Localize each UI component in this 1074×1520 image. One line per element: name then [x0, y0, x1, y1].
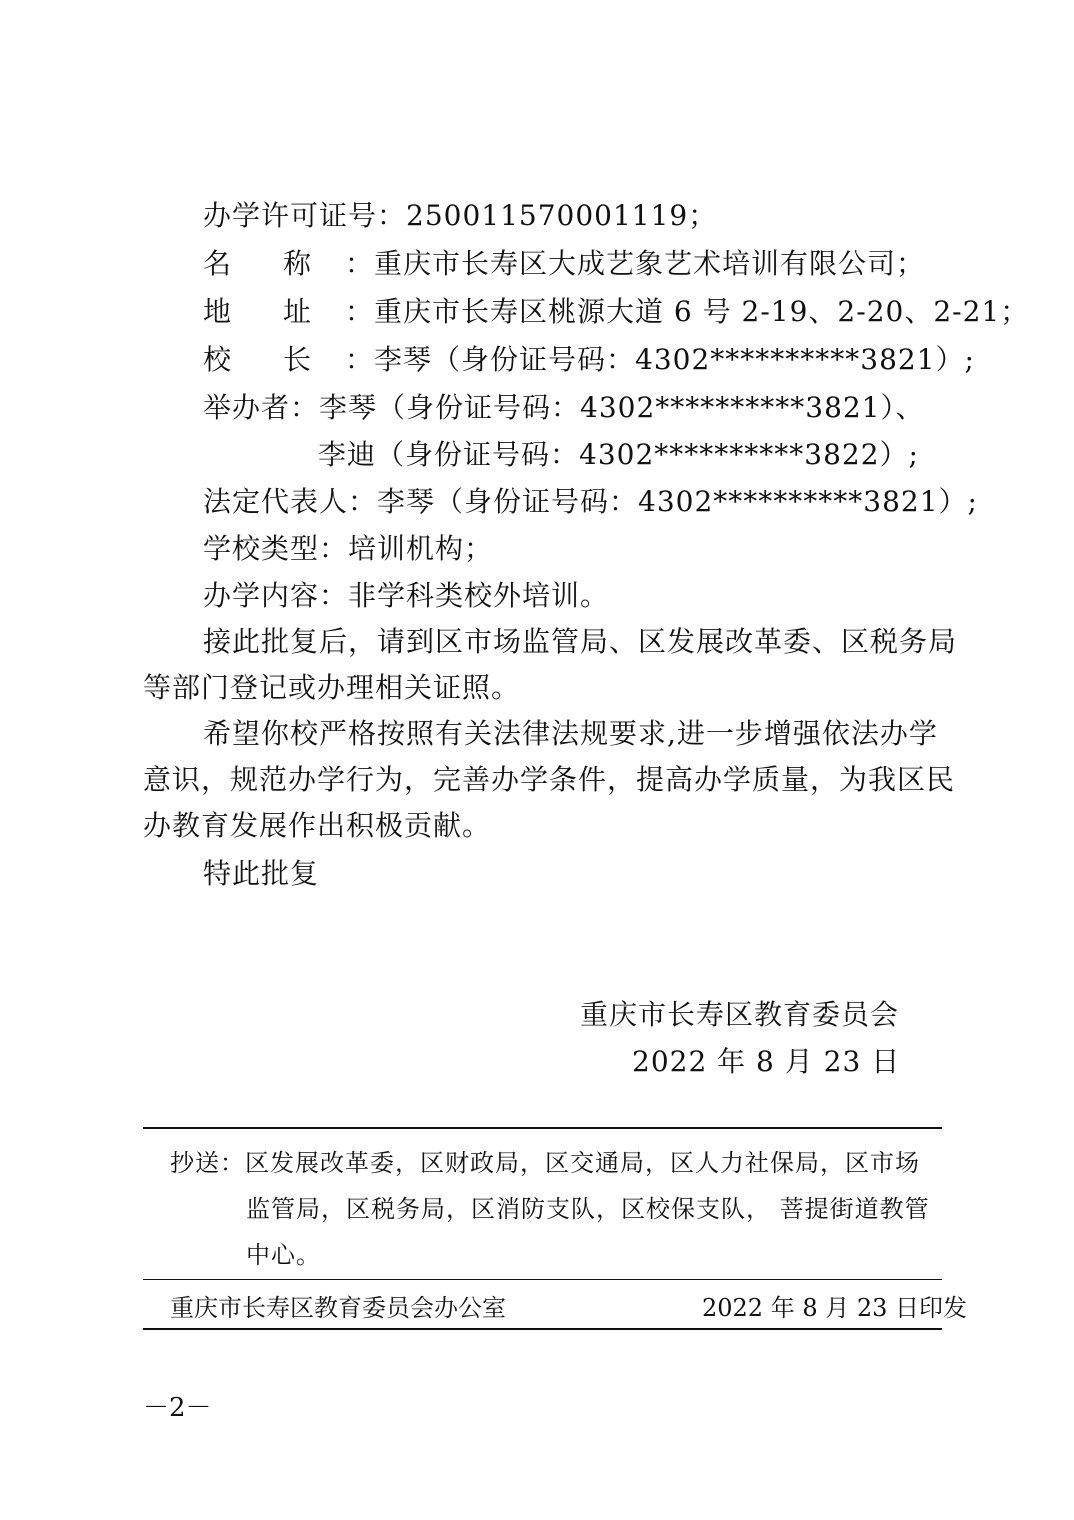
- principal-value: ：李琴（身份证号码：4302**********3821）;: [345, 343, 975, 376]
- address-line: [203, 294, 1029, 330]
- school-type-line: 学校类型：培训机构；: [203, 532, 494, 565]
- name-line: [203, 246, 925, 282]
- paragraph-2-line-2: 意识，规范办学行为，完善办学条件，提高办学质量，为我区民: [143, 763, 956, 796]
- principal-label-char-2: 长: [283, 343, 312, 376]
- name-label-char-1: 名: [203, 247, 232, 280]
- principal-line: [203, 342, 975, 378]
- closing-line: 特此批复: [203, 857, 320, 890]
- school-content-line: 办学内容：非学科类校外培训。: [203, 579, 610, 612]
- signature-organization: 重庆市长寿区教育委员会: [580, 998, 900, 1031]
- middle-divider: [143, 1279, 942, 1280]
- cc-line-1: 抄送：区发展改革委，区财政局，区交通局，区人力社保局，区市场: [170, 1149, 920, 1177]
- issued-date: 2022 年 8 月 23 日印发: [702, 1294, 968, 1322]
- address-value: ：重庆市长寿区桃源大道 6 号 2-19、2-20、2-21；: [345, 295, 1030, 328]
- top-divider: [143, 1127, 942, 1129]
- legal-representative-line: 法定代表人：李琴（身份证号码：4302**********3821）;: [203, 485, 978, 518]
- paragraph-2-line-3: 办教育发展作出积极贡献。: [143, 809, 492, 842]
- name-label: [203, 246, 349, 282]
- issuer-office: 重庆市长寿区教育委员会办公室: [170, 1294, 506, 1322]
- name-label-char-2: 称: [283, 247, 312, 280]
- sponsor-line-2: 李迪（身份证号码：4302**********3822）;: [318, 438, 919, 471]
- address-label-char-2: 址: [283, 295, 312, 328]
- principal-label: [203, 342, 349, 378]
- page-number: －2－: [143, 1393, 212, 1423]
- paragraph-1-line-1: 接此批复后，请到区市场监管局、区发展改革委、区税务局: [203, 625, 958, 658]
- cc-line-3: 中心。: [246, 1241, 321, 1269]
- address-label-char-1: 地: [203, 295, 232, 328]
- sponsor-line-1: 举办者：李琴（身份证号码：4302**********3821）、: [203, 391, 925, 424]
- paragraph-2-line-1: 希望你校严格按照有关法律法规要求,进一步增强依法办学: [203, 717, 938, 750]
- paragraph-1-line-2: 等部门登记或办理相关证照。: [143, 671, 521, 704]
- name-value: ：重庆市长寿区大成艺象艺术培训有限公司；: [345, 247, 926, 280]
- cc-line-2: 监管局，区税务局，区消防支队，区校保支队， 菩提街道教管: [246, 1195, 930, 1223]
- signature-date: 2022 年 8 月 23 日: [632, 1045, 901, 1078]
- address-label: [203, 294, 349, 330]
- bottom-divider: [143, 1328, 942, 1330]
- principal-label-char-1: 校: [203, 343, 232, 376]
- license-number-line: 办学许可证号：250011570001119；: [203, 199, 718, 232]
